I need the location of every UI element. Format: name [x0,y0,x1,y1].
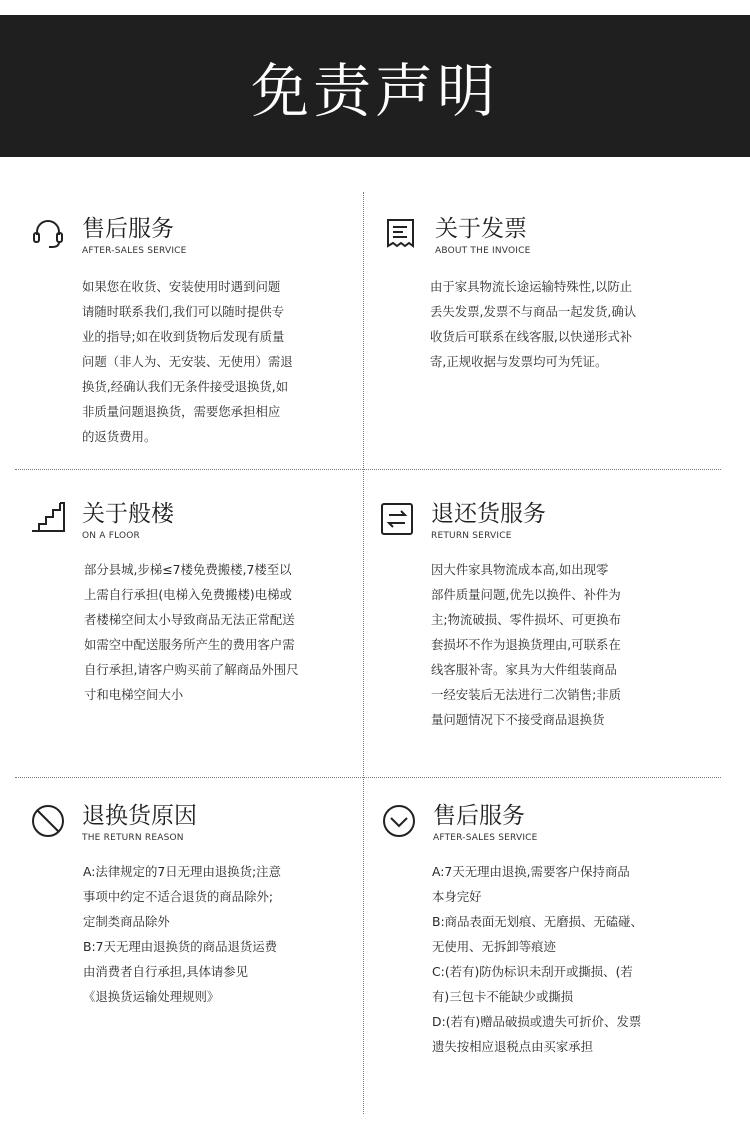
body-line: 有)三包卡不能缺少或撕损 [432,989,574,1004]
body-line: 线客服补寄。家具为大件组装商品 [431,662,617,677]
body-line: 寸和电梯空间大小 [84,687,184,702]
stairs-icon [30,501,66,537]
horizontal-divider [15,469,721,470]
section-title: 关于般楼 [82,501,174,527]
body-line: 由于家具物流长途运输特殊性,以防止 [430,279,633,294]
section-title: 关于发票 [435,216,527,242]
vertical-divider [363,192,364,1114]
body-line: 本身完好 [432,889,482,904]
section-subtitle: RETURN SERVICE [431,531,512,541]
body-line: 主;物流破损、零件损坏、可更换布 [431,612,622,627]
chevron-circle-icon [381,803,417,839]
section-invoice [383,214,723,369]
section-after-sales [30,214,350,444]
section-title: 退换货原因 [82,803,197,829]
section-title: 退还货服务 [431,501,546,527]
body-line: 者楼梯空间太小导致商品无法正常配送 [84,612,295,627]
body-line: 量问题情况下不接受商品退换货 [431,712,605,727]
prohibited-icon [30,803,66,839]
body-line: 定制类商品除外 [83,914,170,929]
body-line: 的返货费用。 [82,429,157,444]
body-line: 遗失按相应退税点由买家承担 [432,1039,594,1054]
section-subtitle: THE RETURN REASON [82,833,184,843]
section-body [430,274,636,374]
section-body [83,859,281,1009]
section-subtitle: ON A FLOOR [82,531,140,541]
exchange-icon [379,501,415,537]
body-line: D:(若有)赠品破损或遗失可折价、发票 [432,1014,642,1029]
body-line: 问题（非人为、无安装、无使用）需退 [82,354,293,369]
headset-icon [30,216,66,252]
section-title: 售后服务 [433,803,525,829]
page-title: 免责声明 [250,57,499,125]
body-line: 非质量问题退换货，需要您承担相应 [82,404,281,419]
body-line: B:商品表面无划痕、无磨损、无磕碰、 [432,914,643,929]
section-body [84,557,299,707]
section-return [379,499,719,727]
body-line: 业的指导;如在收到货物后发现有质量 [82,329,285,344]
body-line: 如果您在收货、安装使用时遇到问题 [82,279,281,294]
section-subtitle: ABOUT THE INVOICE [435,246,531,256]
body-line: 因大件家具物流成本高,如出现零 [431,562,609,577]
section-after-sales-2 [381,801,721,1054]
body-line: 收货后可联系在线客服,以快递形式补 [430,329,633,344]
body-line: A:7天无理由退换,需要客户保持商品 [432,864,630,879]
section-body [432,859,643,1059]
receipt-icon [383,216,419,252]
section-subtitle: AFTER-SALES SERVICE [82,246,187,256]
section-title: 售后服务 [82,216,174,242]
section-return-reason [30,801,350,1004]
body-line: 部分县城,步梯≤7楼免费搬楼,7楼至以 [84,562,292,577]
section-floor [30,499,350,702]
body-line: C:(若有)防伪标识未刮开或撕损、(若 [432,964,633,979]
body-line: 请随时联系我们,我们可以随时提供专 [82,304,285,319]
body-line: 如需空中配送服务所产生的费用客户需 [84,637,295,652]
body-line: 换货,经确认我们无条件接受退换货,如 [82,379,289,394]
body-line: 自行承担,请客户购买前了解商品外围尺 [84,662,299,677]
body-line: 无使用、无拆卸等痕迹 [432,939,556,954]
body-line: 套损坏不作为退换货理由,可联系在 [431,637,621,652]
header-banner [0,15,750,157]
section-body [82,274,293,449]
body-line: B:7天无理由退换货的商品退货运费 [83,939,278,954]
body-line: 上需自行承担(电梯入免费搬楼)电梯或 [84,587,292,602]
body-line: 由消费者自行承担,具体请参见 [83,964,249,979]
body-line: 部件质量问题,优先以换件、补件为 [431,587,621,602]
section-body [431,557,621,732]
body-line: 《退换货运输处理规则》 [83,989,220,1004]
body-line: 寄,正规收据与发票均可为凭证。 [430,354,608,369]
section-subtitle: AFTER-SALES SERVICE [433,833,538,843]
body-line: A:法律规定的7日无理由退换货;注意 [83,864,281,879]
body-line: 一经安装后无法进行二次销售;非质 [431,687,622,702]
body-line: 丢失发票,发票不与商品一起发货,确认 [430,304,637,319]
horizontal-divider [15,777,721,778]
body-line: 事项中约定不适合退货的商品除外; [83,889,274,904]
